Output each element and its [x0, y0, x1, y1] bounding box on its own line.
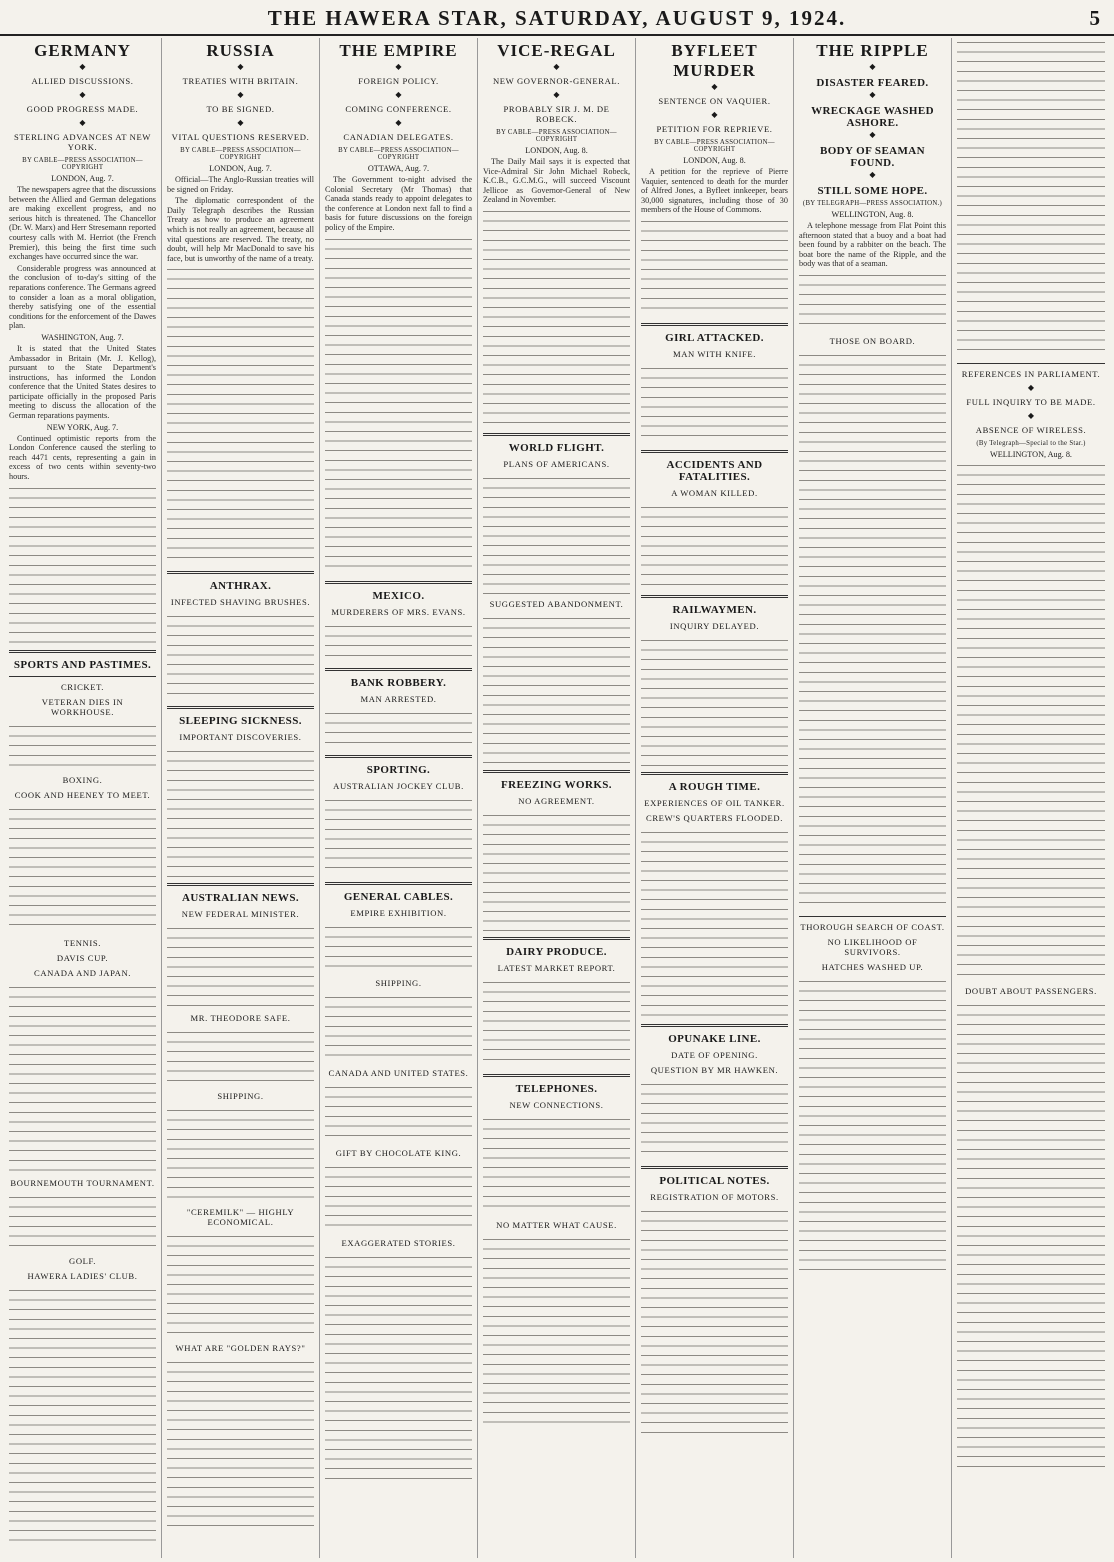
text-block: [483, 811, 630, 931]
text-block: [9, 805, 156, 933]
subhead: DISASTER FEARED.: [816, 77, 929, 89]
text-block: [167, 747, 314, 877]
dateline: LONDON, Aug. 8.: [525, 146, 588, 155]
subhead: MR. THEODORE SAFE.: [190, 1013, 291, 1024]
text-block: [167, 1106, 314, 1202]
section-heading: GENERAL CABLES.: [343, 890, 454, 903]
masthead: [0, 0, 1114, 36]
subhead: CANADIAN DELEGATES.: [343, 132, 454, 142]
section-heading: FREEZING WORKS.: [501, 778, 612, 791]
divider: [799, 916, 946, 917]
text-block: [957, 38, 1105, 358]
column-ripple: [794, 38, 952, 1558]
section-heading: MEXICO.: [372, 589, 425, 602]
text-block: [641, 503, 788, 589]
dateline: OTTAWA, Aug. 7.: [367, 164, 430, 173]
text-block: [9, 484, 156, 644]
dateline: LONDON, Aug. 7.: [51, 174, 114, 183]
ornament: ◆: [79, 90, 86, 99]
divider: [483, 433, 630, 436]
text-block: [325, 1163, 472, 1233]
subhead: GOLF.: [69, 1255, 96, 1266]
page-number: 5: [1089, 6, 1100, 30]
divider: [325, 755, 472, 758]
ornament: ◆: [395, 62, 402, 71]
text-block: [167, 1232, 314, 1338]
subhead: MURDERERS OF MRS. EVANS.: [331, 606, 466, 617]
subhead: NO AGREEMENT.: [518, 795, 595, 806]
columns: [4, 38, 1110, 1558]
article-text: Official—The Anglo-Russian treaties will be signed on Friday.: [167, 175, 314, 194]
text-block: [641, 828, 788, 1018]
headline: THE EMPIRE: [339, 41, 458, 60]
article-text: The Government to-night advised the Colonial Secretary (Mr Thomas) that Canada stands ready to appoint delegates to the conference at London next fall to find a basis for future discussions on the foreign policy of the Empire.: [325, 175, 472, 232]
subhead: VITAL QUESTIONS RESERVED.: [171, 132, 310, 142]
text-block: [799, 351, 946, 911]
column-germany: [4, 38, 162, 1558]
ornament: ◆: [711, 82, 718, 91]
section-heading: BANK ROBBERY.: [350, 676, 447, 689]
subhead: BODY OF SEAMAN FOUND.: [819, 145, 925, 169]
credit-line: BY CABLE—PRESS ASSOCIATION—COPYRIGHT: [338, 147, 459, 161]
text-block: [167, 1028, 314, 1086]
subhead: MAN ARRESTED.: [360, 693, 437, 704]
subhead: TO BE SIGNED.: [206, 104, 275, 114]
subhead: TENNIS.: [64, 937, 101, 948]
subhead: THOSE ON BOARD.: [829, 335, 916, 346]
divider: [641, 1166, 788, 1169]
subhead: PETITION FOR REPRIEVE.: [656, 124, 773, 134]
ornament: ◆: [1027, 383, 1035, 392]
divider: [957, 363, 1105, 364]
section-heading: TELEPHONES.: [515, 1082, 598, 1095]
subhead: SHIPPING.: [375, 977, 422, 988]
text-block: [325, 1083, 472, 1143]
section-heading: WORLD FLIGHT.: [508, 441, 605, 454]
ornament: ◆: [237, 90, 244, 99]
text-block: [167, 612, 314, 700]
subhead: NEW FEDERAL MINISTER.: [181, 909, 300, 920]
subhead: NO LIKELIHOOD OF SURVIVORS.: [827, 936, 918, 957]
text-block: [641, 364, 788, 444]
subhead: GOOD PROGRESS MADE.: [26, 104, 139, 114]
subhead: CRICKET.: [60, 681, 105, 692]
text-block: [641, 217, 788, 317]
section-heading: ANTHRAX.: [209, 580, 272, 593]
divider: [325, 668, 472, 671]
text-block: [9, 1193, 156, 1251]
credit-line: (BY TELEGRAPH—PRESS ASSOCIATION.): [802, 200, 943, 207]
subhead: BOXING.: [62, 774, 103, 785]
ornament: ◆: [553, 90, 560, 99]
column-byfleet: [636, 38, 794, 1558]
text-block: [167, 265, 314, 565]
subhead: MAN WITH KNIFE.: [672, 348, 757, 359]
subhead: CANADA AND JAPAN.: [33, 967, 132, 978]
article-text: The newspapers agree that the discussions between the Allied and German delegations are making excellent progress, and no serious hitch is threatened. The Chancellor (Dr. W. Marx) and Herr Stresemann reported courtesy calls with M. Herriot (the French Premier), this being the first time such exchanges have occurred since the war.: [9, 185, 156, 262]
dateline: LONDON, Aug. 8.: [683, 156, 746, 165]
section-heading: GIRL ATTACKED.: [665, 331, 764, 344]
section-heading: POLITICAL NOTES.: [659, 1174, 770, 1187]
subhead: TREATIES WITH BRITAIN.: [182, 76, 299, 86]
subhead: QUESTION BY MR HAWKEN.: [650, 1064, 779, 1075]
credit-line: BY CABLE—PRESS ASSOCIATION—COPYRIGHT: [22, 157, 143, 171]
subhead: INFECTED SHAVING BRUSHES.: [170, 597, 311, 608]
subhead: NEW CONNECTIONS.: [509, 1099, 604, 1110]
subhead: SHIPPING.: [217, 1091, 264, 1102]
subhead: DOUBT ABOUT PASSENGERS.: [965, 986, 1097, 996]
ornament: ◆: [237, 118, 244, 127]
ornament: ◆: [869, 170, 876, 179]
section-heading: OPUNAKE LINE.: [668, 1032, 761, 1045]
divider: [641, 323, 788, 326]
headline: THE RIPPLE: [816, 41, 929, 60]
subhead: AUSTRALIAN JOCKEY CLUB.: [333, 780, 464, 791]
divider: [641, 1024, 788, 1027]
ornament: ◆: [79, 118, 86, 127]
subhead: INQUIRY DELAYED.: [669, 620, 760, 631]
text-block: [641, 1080, 788, 1160]
text-block: [483, 474, 630, 594]
headline: BYFLEET MURDER: [671, 41, 758, 80]
subhead: EXPERIENCES OF OIL TANKER.: [644, 797, 785, 808]
subhead: COOK AND HEENEY TO MEET.: [14, 789, 151, 800]
text-block: [483, 207, 630, 427]
subhead: WRECKAGE WASHED ASHORE.: [811, 105, 934, 129]
dateline: WASHINGTON, Aug. 7.: [41, 332, 124, 342]
text-block: [325, 993, 472, 1063]
subhead: STERLING ADVANCES AT NEW YORK.: [13, 132, 152, 152]
divider: [641, 450, 788, 453]
article-text: The diplomatic correspondent of the Daily Telegraph describes the Russian Treaty as how to produce an agreement which is not really an agreement, because all vital questions are reserved. The treaty, no doubt, will help Mr MacDonald to save his face, but is unworthy of the name of a treaty.: [167, 196, 314, 263]
divider: [9, 676, 156, 677]
dateline: WELLINGTON, Aug. 8.: [990, 450, 1072, 459]
text-block: [799, 271, 946, 331]
text-block: [799, 977, 946, 1277]
subhead: HAWERA LADIES' CLUB.: [27, 1270, 138, 1281]
credit-line: BY CABLE—PRESS ASSOCIATION—COPYRIGHT: [654, 139, 775, 153]
subhead: THOROUGH SEARCH OF COAST.: [800, 921, 945, 932]
subhead: ALLIED DISCUSSIONS.: [31, 76, 134, 86]
subhead: CANADA AND UNITED STATES.: [328, 1067, 469, 1078]
section-heading: SPORTS AND PASTIMES.: [13, 658, 152, 671]
text-block: [9, 983, 156, 1173]
section-heading: AUSTRALIAN NEWS.: [181, 892, 300, 905]
divider: [641, 595, 788, 598]
divider: [9, 650, 156, 653]
ornament: ◆: [1027, 411, 1035, 420]
subhead: "CEREMILK" — HIGHLY ECONOMICAL.: [186, 1207, 295, 1228]
ornament: ◆: [395, 90, 402, 99]
subhead: BOURNEMOUTH TOURNAMENT.: [10, 1177, 155, 1188]
credit-line: BY CABLE—PRESS ASSOCIATION—COPYRIGHT: [496, 129, 617, 143]
headline: VICE-REGAL: [497, 41, 616, 60]
ornament: ◆: [395, 118, 402, 127]
divider: [167, 883, 314, 886]
ornament: ◆: [869, 62, 876, 71]
subhead: SENTENCE ON VAQUIER.: [658, 96, 771, 106]
subhead: COMING CONFERENCE.: [345, 104, 452, 114]
dateline: NEW YORK, Aug. 7.: [46, 422, 119, 432]
column-russia: [162, 38, 320, 1558]
subhead: VETERAN DIES IN WORKHOUSE.: [41, 696, 124, 717]
text-block: [325, 796, 472, 876]
headline: RUSSIA: [206, 41, 275, 60]
text-block: [325, 1253, 472, 1483]
text-block: [483, 614, 630, 764]
subhead: EMPIRE EXHIBITION.: [350, 907, 447, 918]
ornament: ◆: [869, 90, 876, 99]
text-block: [167, 924, 314, 1008]
divider: [483, 770, 630, 773]
ornament: ◆: [79, 62, 86, 71]
text-block: [483, 978, 630, 1068]
subhead: WHAT ARE "GOLDEN RAYS?": [175, 1343, 306, 1354]
ornament: ◆: [869, 130, 876, 139]
subhead: PROBABLY SIR J. M. DE ROBECK.: [503, 104, 610, 124]
headline: GERMANY: [34, 41, 131, 60]
article-text: The Daily Mail says it is expected that Vice-Admiral Sir John Michael Robeck, K.C.B., G.C.M.G., will succeed Viscount Jellicoe as Governor-General of New Zealand in November.: [483, 157, 630, 205]
column-ripple-continued: [952, 38, 1110, 1558]
text-block: [483, 1115, 630, 1215]
text-block: [641, 636, 788, 766]
subhead: REFERENCES IN PARLIAMENT.: [961, 369, 1101, 379]
article-text: A petition for the reprieve of Pierre Vaquier, sentenced to death for the murder of Alfred Jones, a Byfleet innkeeper, bears 30,000 signatures, including those of 30 members of the House of Commons.: [641, 167, 788, 215]
text-block: [957, 461, 1105, 981]
divider: [167, 571, 314, 574]
text-block: [325, 923, 472, 973]
divider: [325, 581, 472, 584]
subhead: PLANS OF AMERICANS.: [503, 458, 610, 469]
subhead: ABSENCE OF WIRELESS.: [975, 425, 1087, 435]
text-block: [9, 1286, 156, 1546]
text-block: [957, 1001, 1105, 1471]
text-block: [325, 709, 472, 749]
section-heading: A ROUGH TIME.: [668, 780, 761, 793]
subhead: A WOMAN KILLED.: [671, 487, 758, 498]
section-heading: RAILWAYMEN.: [672, 603, 757, 616]
text-block: [9, 722, 156, 770]
divider: [325, 882, 472, 885]
dateline: LONDON, Aug. 7.: [209, 164, 272, 173]
column-vice-regal: [478, 38, 636, 1558]
article-text: Continued optimistic reports from the London Conference caused the sterling to reach 4471 cents, representing a gain in excess of two cents within seventy-two hours.: [9, 433, 156, 482]
section-heading: SPORTING.: [366, 763, 431, 776]
column-empire: [320, 38, 478, 1558]
divider: [483, 937, 630, 940]
text-block: [325, 235, 472, 575]
subhead: NO MATTER WHAT CAUSE.: [496, 1219, 617, 1230]
subhead: DATE OF OPENING.: [671, 1049, 758, 1060]
subhead: EXAGGERATED STORIES.: [341, 1237, 456, 1248]
subhead: NEW GOVERNOR-GENERAL.: [492, 76, 620, 86]
article-text: A telephone message from Flat Point this afternoon stated that a buoy and a boat had been found by a rabbiter on the beach. The boat bore the name of the Ripple, and the body was that of a seaman.: [799, 221, 946, 269]
credit-line: BY CABLE—PRESS ASSOCIATION—COPYRIGHT: [180, 147, 301, 161]
subhead: REGISTRATION OF MOTORS.: [650, 1191, 779, 1202]
newspaper-title: THE HAWERA STAR, SATURDAY, AUGUST 9, 1924.: [267, 6, 847, 30]
subhead: GIFT BY CHOCOLATE KING.: [335, 1147, 462, 1158]
divider: [483, 1074, 630, 1077]
subhead: DAVIS CUP.: [56, 952, 109, 963]
subhead: FOREIGN POLICY.: [358, 76, 439, 86]
section-heading: ACCIDENTS AND FATALITIES.: [666, 458, 763, 483]
subhead: STILL SOME HOPE.: [817, 185, 928, 197]
text-block: [325, 622, 472, 662]
credit-line: (By Telegraph—Special to the Star.): [976, 440, 1086, 447]
subhead: IMPORTANT DISCOVERIES.: [179, 732, 302, 743]
ornament: ◆: [711, 110, 718, 119]
text-block: [641, 1207, 788, 1437]
dateline: WELLINGTON, Aug. 8.: [831, 210, 914, 219]
subhead: CREW'S QUARTERS FLOODED.: [646, 812, 783, 823]
subhead: LATEST MARKET REPORT.: [497, 962, 616, 973]
section-heading: SLEEPING SICKNESS.: [179, 715, 302, 728]
text-block: [483, 1235, 630, 1425]
ornament: ◆: [237, 62, 244, 71]
article-text: Considerable progress was announced at the conclusion of to-day's sitting of the reparations conference. The Germans agreed to consider a loan as a moral obligation, thereby satisfying one of the essential conditions for the enforcement of the Dawes plan.: [9, 263, 156, 331]
article-text: It is stated that the United States Ambassador in Britain (Mr. J. Kellog), pursuant to the State Department's instructions, has informed the London conference that the United States desires to participate officially in the proposed Paris meeting to discuss the allocation of the German reparations payments.: [9, 343, 156, 421]
subhead: SUGGESTED ABANDONMENT.: [489, 598, 624, 609]
subhead: HATCHES WASHED UP.: [821, 961, 924, 972]
section-heading: DAIRY PRODUCE.: [506, 945, 607, 958]
ornament: ◆: [553, 62, 560, 71]
subhead: FULL INQUIRY TO BE MADE.: [966, 397, 1096, 407]
text-block: [167, 1358, 314, 1528]
divider: [167, 706, 314, 709]
divider: [641, 772, 788, 775]
